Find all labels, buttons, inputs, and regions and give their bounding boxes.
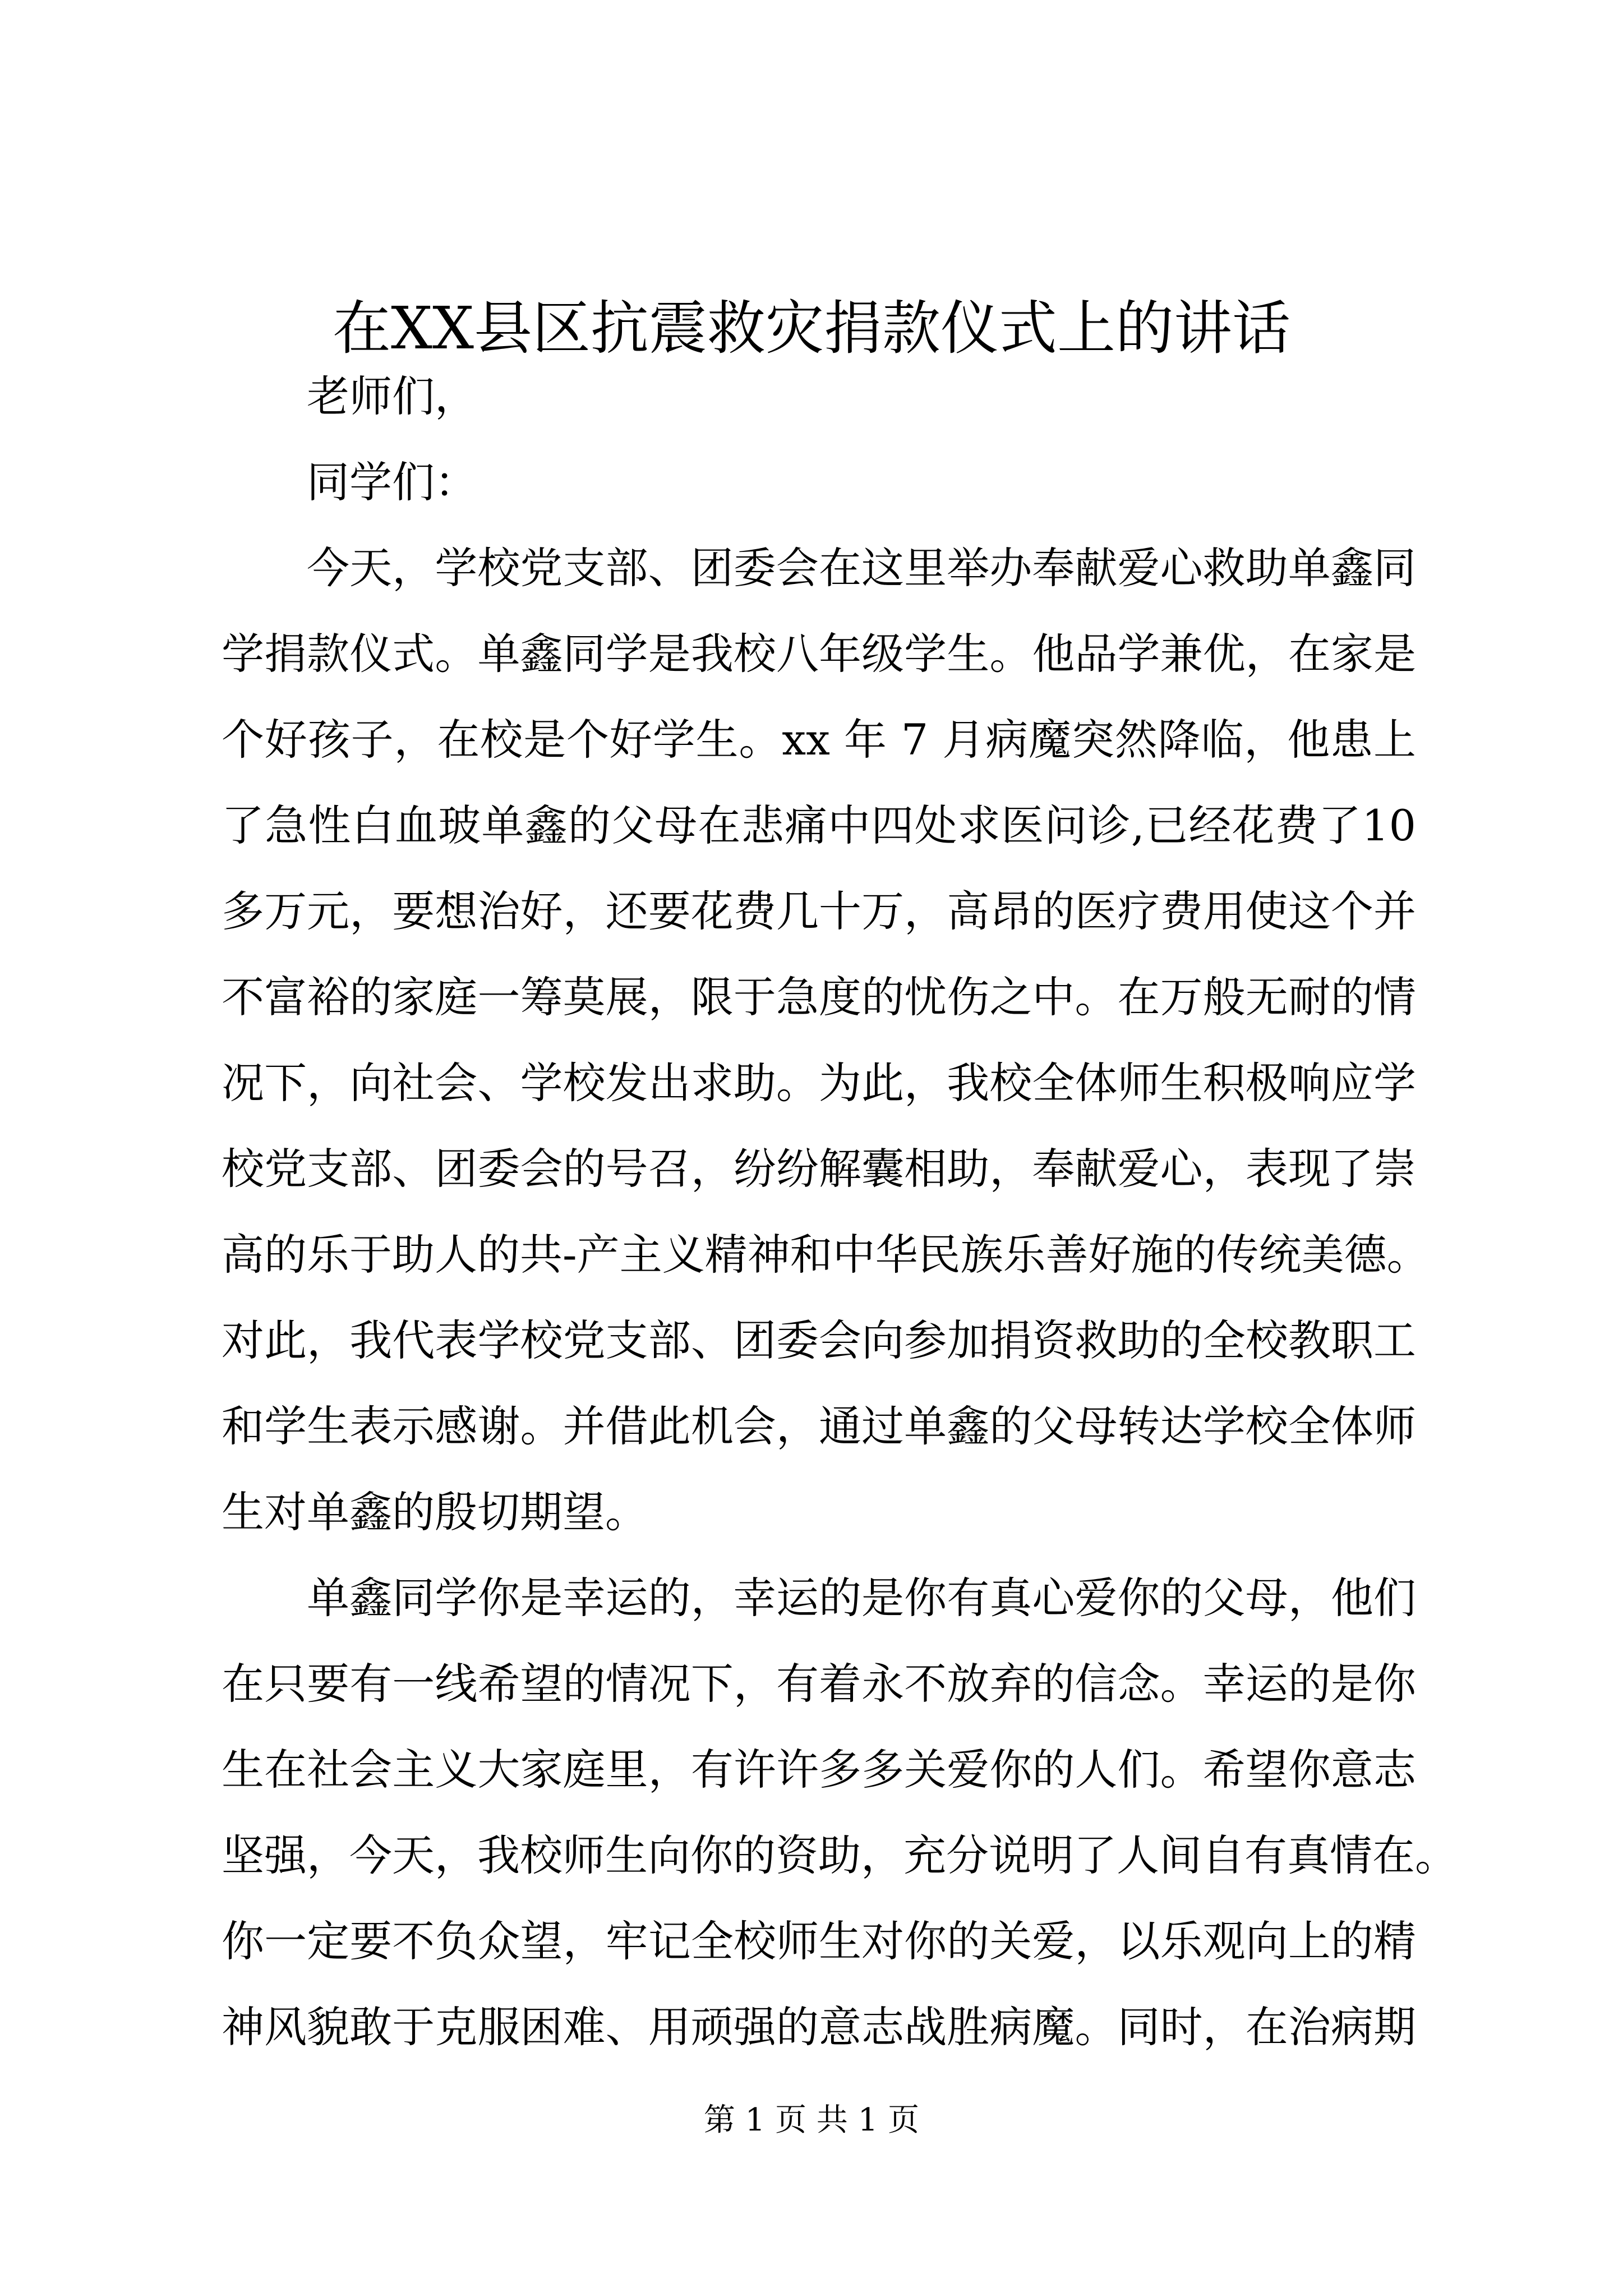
document-title: 在XX县区抗震救灾捐款仪式上的讲话 xyxy=(332,294,1291,362)
body-line: 高的乐于助人的共-产主义精神和中华民族乐善好施的传统美德。 xyxy=(222,1230,1430,1280)
body-line: 神风貌敢于克服困难、用顽强的意志战胜病魔。同时，在治病期 xyxy=(222,2002,1416,2052)
body-line: 况下，向社会、学校发出求助。为此，我校全体师生积极响应学 xyxy=(222,1058,1416,1108)
body-line: 坚强，今天，我校师生向你的资助，充分说明了人间自有真情在。 xyxy=(222,1830,1458,1880)
body-line: 生对单鑫的殷切期望。 xyxy=(222,1487,648,1537)
body-line: 学捐款仪式。单鑫同学是我校八年级学生。他品学兼优，在家是 xyxy=(222,629,1416,679)
body-line: 在只要有一线希望的情况下，有着永不放弃的信念。幸运的是你 xyxy=(222,1659,1416,1709)
body-line: 对此，我代表学校党支部、团委会向参加捐资救助的全校教职工 xyxy=(222,1315,1416,1365)
body-line: 了急性白血玻单鑫的父母在悲痛中四处求医问诊,已经花费了10 xyxy=(222,800,1416,850)
salutation-line: 老师们， xyxy=(307,371,477,421)
body-line: 今天，学校党支部、团委会在这里举办奉献爱心救助单鑫同 xyxy=(307,543,1416,593)
page-number-footer: 第 1 页 共 1 页 xyxy=(703,2102,920,2138)
body-line: 你一定要不负众望，牢记全校师生对你的关爱，以乐观向上的精 xyxy=(222,1916,1416,1966)
body-line: 个好孩子，在校是个好学生。xx 年 7 月病魔突然降临，他患上 xyxy=(222,715,1416,765)
body-line: 生在社会主义大家庭里，有许许多多关爱你的人们。希望你意志 xyxy=(222,1745,1416,1795)
body-line: 多万元，要想治好，还要花费几十万，高昂的医疗费用使这个并 xyxy=(222,886,1416,936)
body-line: 不富裕的家庭一筹莫展，限于急度的忧伤之中。在万般无耐的情 xyxy=(222,972,1416,1022)
body-line: 单鑫同学你是幸运的，幸运的是你有真心爱你的父母，他们 xyxy=(307,1573,1416,1623)
salutation-line: 同学们： xyxy=(307,457,477,507)
body-line: 和学生表示感谢。并借此机会，通过单鑫的父母转达学校全体师 xyxy=(222,1401,1416,1451)
body-line: 校党支部、团委会的号召，纷纷解囊相助，奉献爱心，表现了崇 xyxy=(222,1144,1416,1194)
document-body xyxy=(222,353,1458,2070)
